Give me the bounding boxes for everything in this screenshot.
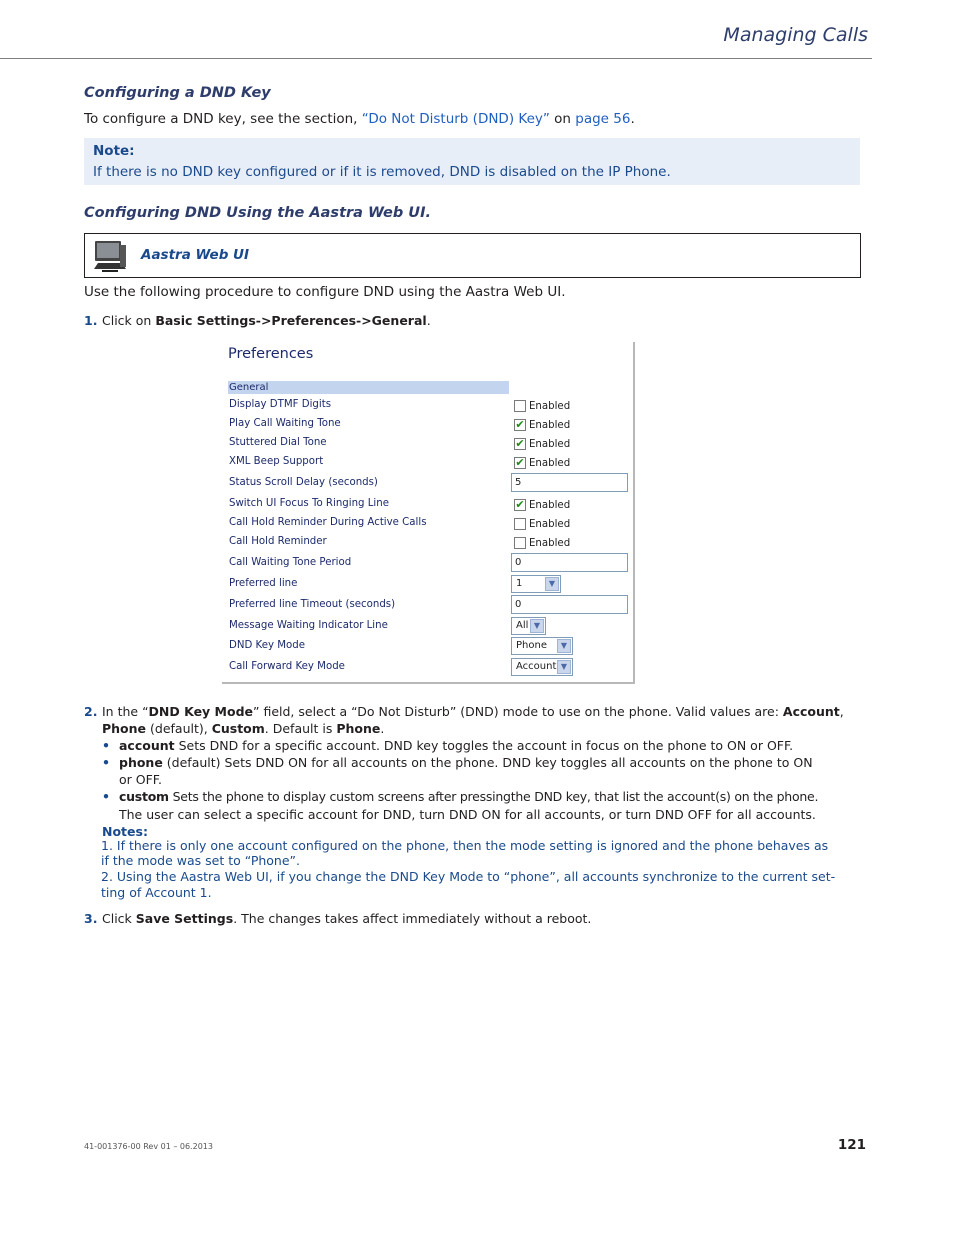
bullet-custom-cont: The user can select a specific account for DND, turn DND ON for all accounts, or turn DND OFF for all accounts.	[119, 807, 816, 822]
pref-label: Display DTMF Digits	[229, 399, 332, 410]
pref-checkbox[interactable]	[514, 537, 526, 549]
section-heading-dnd-key: Configuring a DND Key	[84, 85, 271, 101]
checkbox-enabled-label: Enabled	[529, 401, 571, 412]
select-value: 1	[516, 578, 523, 589]
checkbox-enabled-label: Enabled	[529, 519, 571, 530]
checkbox-enabled-label: Enabled	[529, 439, 571, 450]
web-ui-banner	[84, 233, 861, 278]
step-text: .	[380, 721, 385, 736]
preferences-title: Preferences	[228, 346, 314, 362]
step1-text	[102, 313, 431, 328]
para-text: .	[630, 111, 635, 127]
chevron-down-icon[interactable]: ▼	[557, 639, 571, 653]
pref-text-input[interactable]: 0	[511, 595, 628, 614]
bullet-text: Sets DND for a specific account. DND key toggles the account in focus on the phone to ON or OFF.	[174, 738, 794, 753]
pref-label: Preferred line Timeout (seconds)	[229, 599, 396, 610]
notes-label: Notes:	[102, 824, 148, 839]
pref-checkbox[interactable]: ✔	[515, 437, 525, 450]
pref-label: Call Forward Key Mode	[229, 661, 345, 672]
computer-icon	[92, 239, 128, 273]
select-value: Account	[516, 661, 557, 672]
bullet-term: account	[119, 738, 175, 753]
step-text: In the “	[102, 704, 149, 719]
checkbox-enabled-label: Enabled	[529, 538, 571, 549]
preferences-panel	[222, 342, 635, 684]
select-value: All	[516, 620, 529, 631]
pref-label: XML Beep Support	[229, 456, 324, 467]
note-box	[84, 138, 860, 185]
bullet-text: (default) Sets DND ON for all accounts on the phone. DND key toggles all accounts on the phone to ON	[162, 755, 813, 770]
para-text: on	[549, 111, 576, 127]
note-line: ting of Account 1.	[101, 885, 212, 900]
bullet-text: Sets the phone to display custom screens after pressingthe DND key, that list the account(s) on the phone.	[168, 789, 819, 804]
bullet-phone	[119, 755, 813, 770]
pref-text-input[interactable]: 5	[511, 473, 628, 492]
value-name: Phone	[336, 721, 381, 736]
step-number: 2.	[84, 704, 98, 719]
bullet-term: phone	[119, 755, 163, 770]
note-line: 2. Using the Aastra Web UI, if you change the DND Key Mode to “phone”, all accounts synchronize to the current set-	[101, 869, 836, 884]
pref-checkbox[interactable]: ✔	[515, 418, 525, 431]
pref-label: Play Call Waiting Tone	[229, 418, 341, 429]
step-text: ” field, select a “Do Not Disturb” (DND) mode to use on the phone. Valid values are:	[253, 704, 783, 719]
pref-label: Stuttered Dial Tone	[229, 437, 327, 448]
bullet: •	[102, 755, 110, 770]
pref-label: Call Hold Reminder	[229, 536, 327, 547]
web-ui-label: Aastra Web UI	[141, 247, 250, 263]
pref-text-input[interactable]: 0	[511, 553, 628, 572]
menu-path: Basic Settings->Preferences->General	[155, 313, 427, 328]
step-text: (default),	[146, 721, 212, 736]
value-name: Custom	[211, 721, 265, 736]
checkbox-enabled-label: Enabled	[529, 458, 571, 469]
pref-label: Message Waiting Indicator Line	[229, 620, 388, 631]
step-text: .	[426, 313, 431, 328]
dnd-key-link[interactable]: “Do Not Disturb (DND) Key”	[361, 111, 550, 127]
bullet-phone-cont: or OFF.	[119, 772, 162, 787]
step2-line1	[102, 704, 844, 719]
bullet: •	[102, 738, 110, 753]
step-number: 3.	[84, 911, 98, 926]
document-number: 41-001376-00 Rev 01 – 06.2013	[84, 1142, 213, 1151]
pref-select[interactable]	[511, 575, 561, 593]
pref-label: DND Key Mode	[229, 640, 306, 651]
pref-checkbox[interactable]	[514, 400, 526, 412]
pref-label: Call Hold Reminder During Active Calls	[229, 517, 427, 528]
page-56-link[interactable]: page 56	[575, 111, 631, 127]
chevron-down-icon[interactable]: ▼	[557, 660, 571, 674]
checkbox-enabled-label: Enabled	[529, 420, 571, 431]
bullet-custom	[119, 789, 818, 804]
page-number: 121	[837, 1137, 866, 1153]
pref-label: Preferred line	[229, 578, 298, 589]
button-name: Save Settings	[135, 911, 234, 926]
pref-label: Status Scroll Delay (seconds)	[229, 477, 378, 488]
chevron-down-icon[interactable]: ▼	[545, 577, 559, 591]
bullet: •	[102, 789, 110, 804]
pref-checkbox[interactable]: ✔	[515, 456, 525, 469]
pref-select[interactable]	[511, 617, 546, 635]
step-text: Click	[102, 911, 136, 926]
note-line: 1. If there is only one account configured on the phone, then the mode setting is ignored and the phone behaves as	[101, 838, 829, 853]
step-text: Click on	[102, 313, 156, 328]
bullet-account	[119, 738, 793, 753]
pref-select[interactable]	[511, 637, 573, 655]
pref-label: Switch UI Focus To Ringing Line	[229, 498, 389, 509]
header-rule	[0, 58, 872, 59]
chevron-down-icon[interactable]: ▼	[530, 619, 544, 633]
value-name: Phone	[102, 721, 147, 736]
note-line: if the mode was set to “Phone”.	[101, 853, 300, 868]
para-text: To configure a DND key, see the section,	[84, 111, 362, 127]
step3-text	[102, 911, 591, 926]
note-label: Note:	[93, 143, 135, 159]
general-section-header: General	[228, 381, 509, 394]
bullet-term: custom	[119, 789, 169, 804]
pref-checkbox[interactable]	[514, 518, 526, 530]
section2-paragraph: Use the following procedure to configure DND using the Aastra Web UI.	[84, 284, 566, 300]
section1-paragraph	[84, 111, 635, 127]
field-name: DND Key Mode	[148, 704, 254, 719]
pref-checkbox[interactable]: ✔	[515, 498, 525, 511]
step-number: 1.	[84, 313, 98, 328]
step2-line2	[102, 721, 384, 736]
step-text: . Default is	[264, 721, 337, 736]
pref-label: Call Waiting Tone Period	[229, 557, 352, 568]
step-text: . The changes takes affect immediately without a reboot.	[233, 911, 592, 926]
section-heading-web-ui: Configuring DND Using the Aastra Web UI.	[84, 205, 431, 221]
note-text: If there is no DND key configured or if it is removed, DND is disabled on the IP Phone.	[93, 164, 671, 180]
select-value: Phone	[516, 640, 547, 651]
running-header: Managing Calls	[723, 24, 868, 46]
checkbox-enabled-label: Enabled	[529, 500, 571, 511]
value-name: Account	[782, 704, 840, 719]
pref-select[interactable]	[511, 658, 573, 676]
step-text: ,	[839, 704, 844, 719]
